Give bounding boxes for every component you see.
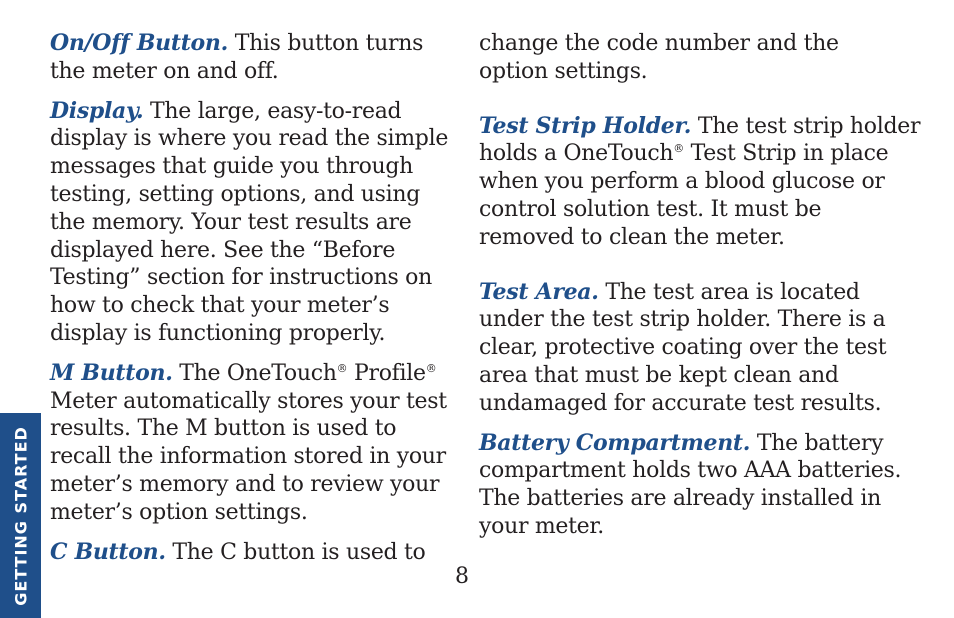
section-side-tab xyxy=(0,413,41,618)
registered-mark: ® xyxy=(336,361,348,375)
term-battery-compartment: Battery Compartment. xyxy=(479,429,751,456)
paragraph-battery-compartment xyxy=(479,429,902,541)
text-line: compartment holds two AAA batteries. xyxy=(479,458,902,484)
text-line: The batteries are already installed in xyxy=(479,486,881,512)
text-display: The large, easy-to-read display is where you read the simple messages that guide you through testing, setting options, and using the memory. Your test results are displayed here. See the “Before Testing” section for instructions on how to check that your meter’s display is functioning properly. xyxy=(50,98,449,346)
text-line: removed to clean the meter. xyxy=(479,224,785,250)
term-test-area: Test Area. xyxy=(479,278,599,305)
term-m-button: M Button. xyxy=(50,359,173,386)
registered-mark: ® xyxy=(673,142,684,156)
text-c-button: The C button is used to xyxy=(165,539,426,565)
text-line: under the test strip holder. There is a xyxy=(479,307,886,333)
text-line: option settings. xyxy=(479,58,648,84)
term-onoff-button: On/Off Button. xyxy=(50,30,228,56)
right-column xyxy=(479,30,921,541)
text-line: clear, protective coating over the test xyxy=(479,335,887,361)
side-tab-label: GETTING STARTED xyxy=(11,425,30,606)
paragraph-test-area xyxy=(479,279,889,418)
text-line: The test strip holder xyxy=(691,113,921,139)
text-line: change the code number and the xyxy=(479,31,839,56)
text-m-button-c: Meter automatically stores your test results. The M button is used to recall the information stored in your meter’s memory and to review your meter’s option settings. xyxy=(50,388,447,525)
text-line: holds a OneTouch xyxy=(479,141,674,167)
text-line: area that must be kept clean and xyxy=(479,362,839,388)
term-display: Display. xyxy=(50,97,144,124)
text-line: undamaged for accurate test results. xyxy=(479,390,882,416)
paragraph-test-strip-holder xyxy=(479,112,921,252)
paragraph-c-button-continued xyxy=(479,30,889,86)
text-line: control solution test. It must be xyxy=(479,196,822,222)
paragraph-m-button xyxy=(50,360,450,527)
registered-mark: ® xyxy=(425,361,437,375)
text-m-button-a: The OneTouch xyxy=(172,360,337,386)
text-line: Test Strip in place xyxy=(683,141,889,167)
text-m-button-b: Profile xyxy=(347,360,426,386)
page-number: 8 xyxy=(455,564,469,589)
text-onoff-button: This button turns the meter on and off. xyxy=(50,31,424,84)
text-line: The battery xyxy=(750,430,884,456)
left-column xyxy=(50,30,450,578)
text-line: The test area is located xyxy=(598,279,860,305)
paragraph-onoff-button xyxy=(50,30,450,86)
paragraph-display xyxy=(50,98,450,348)
text-line: your meter. xyxy=(479,513,604,539)
term-c-button: C Button. xyxy=(50,538,166,565)
paragraph-c-button xyxy=(50,539,450,567)
text-line: when you perform a blood glucose or xyxy=(479,169,885,195)
term-test-strip-holder: Test Strip Holder. xyxy=(479,112,692,139)
